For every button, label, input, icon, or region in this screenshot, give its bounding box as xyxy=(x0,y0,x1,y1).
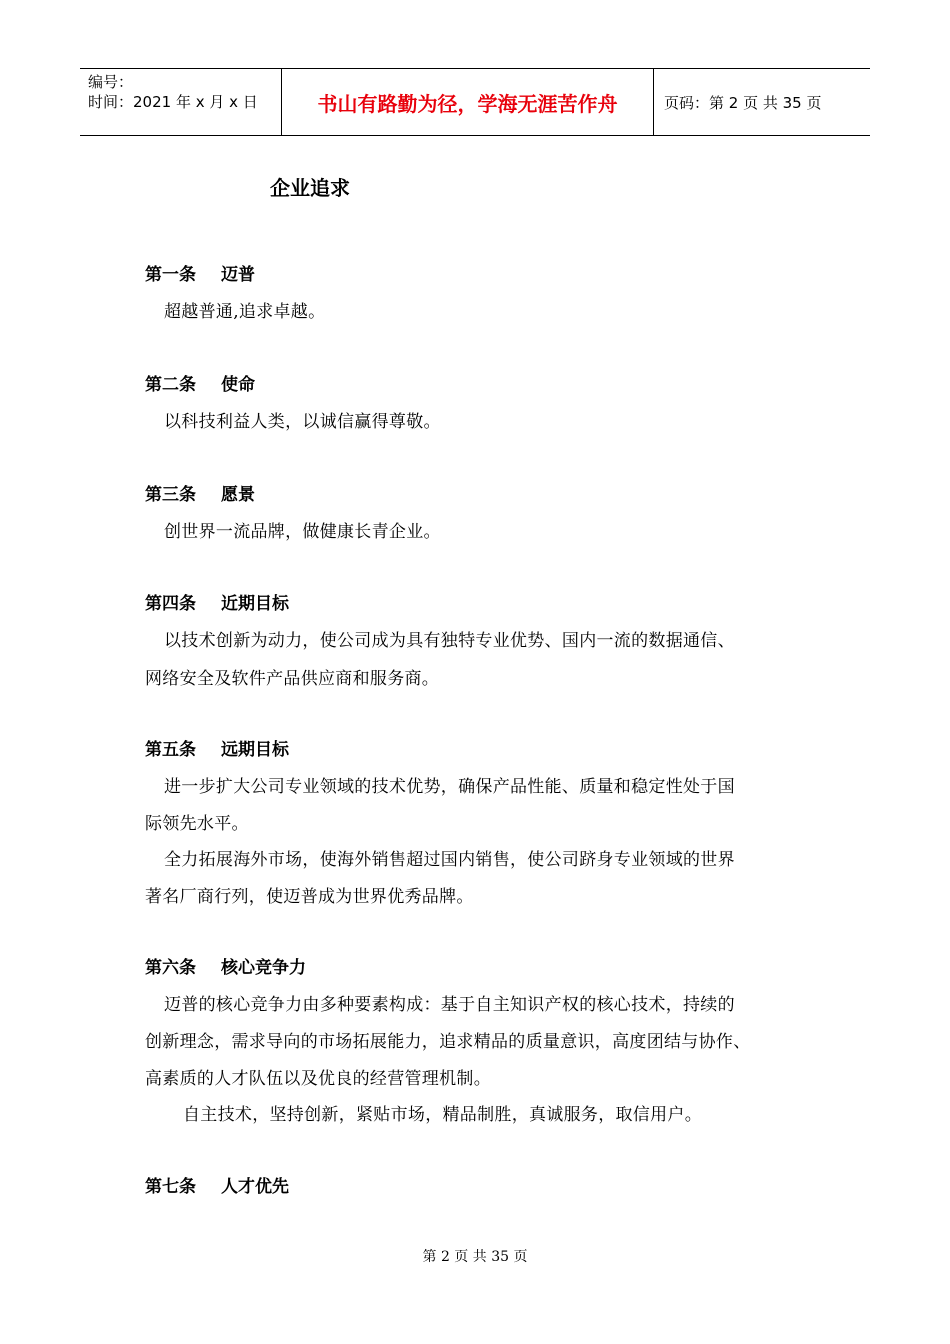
article-text: 著名厂商行列，使迈普成为世界优秀品牌。 xyxy=(145,887,474,907)
article-text: 以技术创新为动力，使公司成为具有独特专业优势、国内一流的数据通信、 xyxy=(164,631,735,651)
page-header xyxy=(80,68,870,136)
article-heading xyxy=(145,480,255,505)
article-number: 第五条 xyxy=(145,740,196,760)
article-number: 第七条 xyxy=(145,1177,196,1197)
article-number: 第四条 xyxy=(145,594,196,614)
article-heading xyxy=(145,1172,289,1197)
article-heading xyxy=(145,370,255,395)
page-title: 企业追求 xyxy=(270,176,350,200)
article-text: 全力拓展海外市场，使海外销售超过国内销售，使公司跻身专业领域的世界 xyxy=(164,850,735,870)
article-number: 第六条 xyxy=(145,958,196,978)
article-heading xyxy=(145,953,306,978)
article-name: 远期目标 xyxy=(221,740,289,760)
article-name: 迈普 xyxy=(221,265,255,285)
article-number: 第三条 xyxy=(145,485,196,505)
header-meta xyxy=(80,69,282,135)
article-number: 第一条 xyxy=(145,265,196,285)
article-text: 自主技术，坚持创新，紧贴市场，精品制胜，真诚服务，取信用户。 xyxy=(183,1105,702,1125)
article-text: 网络安全及软件产品供应商和服务商。 xyxy=(145,669,440,689)
article-text: 创新理念，需求导向的市场拓展能力，追求精品的质量意识，高度团结与协作、 xyxy=(145,1032,751,1052)
page-footer: 第 2 页 共 35 页 xyxy=(422,1249,528,1265)
article-heading xyxy=(145,589,289,614)
article-text: 以科技利益人类，以诚信赢得尊敬。 xyxy=(164,412,441,432)
number-label: 编号： xyxy=(88,73,134,91)
article-name: 人才优先 xyxy=(221,1177,289,1197)
article-name: 使命 xyxy=(221,375,255,395)
article-name: 近期目标 xyxy=(221,594,289,614)
article-number: 第二条 xyxy=(145,375,196,395)
article-text: 迈普的核心竞争力由多种要素构成：基于自主知识产权的核心技术，持续的 xyxy=(164,995,735,1015)
header-page-number: 页码：第 2 页 共 35 页 xyxy=(664,93,822,112)
time-label: 时间：2021 年 x 月 x 日 xyxy=(88,93,258,111)
article-heading xyxy=(145,735,289,760)
article-text: 超越普通,追求卓越。 xyxy=(164,302,326,322)
article-text: 进一步扩大公司专业领域的技术优势，确保产品性能、质量和稳定性处于国 xyxy=(164,777,735,797)
article-name: 核心竞争力 xyxy=(221,958,306,978)
article-heading xyxy=(145,260,255,285)
article-text: 创世界一流品牌，做健康长青企业。 xyxy=(164,522,441,542)
article-text: 际领先水平。 xyxy=(145,814,249,834)
header-motto: 书山有路勤为径，学海无涯苦作舟 xyxy=(282,69,654,135)
article-text: 高素质的人才队伍以及优良的经营管理机制。 xyxy=(145,1069,491,1089)
article-name: 愿景 xyxy=(221,485,255,505)
